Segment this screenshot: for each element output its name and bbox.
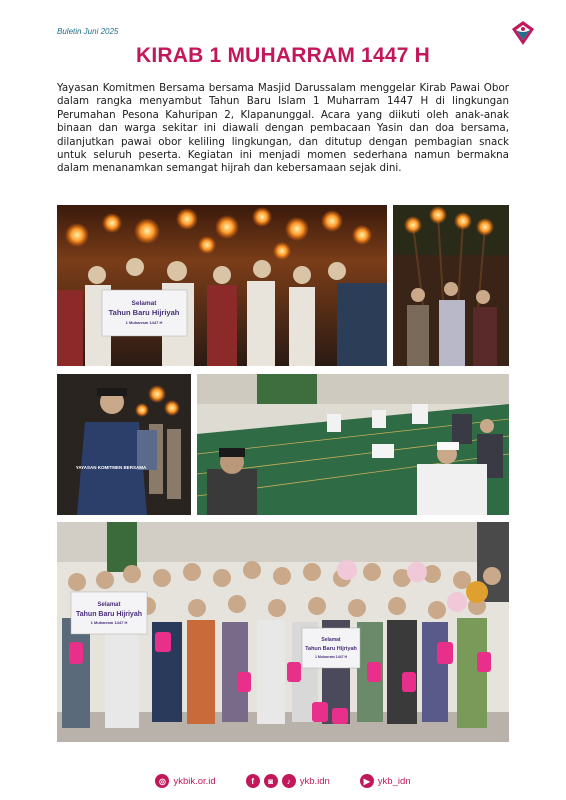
photo-mosque-gathering xyxy=(197,374,509,515)
sign-line2: Tahun Baru Hijriyah xyxy=(108,308,180,317)
photo-torch-parade xyxy=(57,205,387,366)
youtube-icon: ▶ xyxy=(360,774,374,788)
group-sign-2-line3: 1 Muharram 1447 H xyxy=(314,655,348,659)
footer-social-2[interactable] xyxy=(360,774,411,788)
photo-torches xyxy=(393,205,509,366)
photo-speaker xyxy=(57,374,191,515)
photo-group xyxy=(57,522,509,742)
article-paragraph: Yayasan Komitmen Bersama bersama Masjid Darussalam menggelar Kirab Pawai Obor dalam rangka menyambut Tahun Baru Islam 1 Muharram 1447 H di lingkungan Perumahan Pesona Kahuripan 2, Klapanunggal. Acara yang diikuti oleh anak-anak binaan dan warga sekitar ini diawali dengan pembacaan Yasin dan doa bersama, dilanjutkan pawai obor keliling lingkungan, dan ditutup dengan pembagian snack untuk seluruh peserta. Kegiatan ini menjadi momen sederhana namun bermakna dalam menanamkan semangat hijrah dan kebersamaan sejak dini. xyxy=(57,82,509,175)
group-sign-2-line1: Selamat xyxy=(321,637,341,643)
page-title: KIRAB 1 MUHARRAM 1447 H xyxy=(136,44,430,67)
footer-social-1[interactable] xyxy=(246,774,330,788)
group-sign-2-line2: Tahun Baru Hijriyah xyxy=(305,646,357,652)
globe-icon: ◎ xyxy=(155,774,169,788)
group-sign-1-line2: Tahun Baru Hijriyah xyxy=(76,611,142,618)
footer-website-text: ykbik.or.id xyxy=(173,775,216,787)
footer-handle-1: ykb.idn xyxy=(299,775,330,787)
group-sign-1-line1: Selamat xyxy=(97,602,121,608)
group-sign-1-line3: 1 Muharram 1447 H xyxy=(90,620,128,625)
sign-line3: 1 Muharram 1447 H xyxy=(125,320,163,325)
tiktok-icon: ♪ xyxy=(282,774,296,788)
footer-contacts xyxy=(0,771,566,791)
footer-handle-2: ykb_idn xyxy=(377,775,411,787)
footer-website[interactable] xyxy=(155,774,215,788)
sign-line1: Selamat xyxy=(131,300,157,307)
vest-text: YAYASAN KOMITMEN BERSAMA xyxy=(75,465,147,470)
facebook-icon: f xyxy=(246,774,260,788)
instagram-icon: ◙ xyxy=(264,774,278,788)
bulletin-date: Buletin Juni 2025 xyxy=(57,27,119,36)
